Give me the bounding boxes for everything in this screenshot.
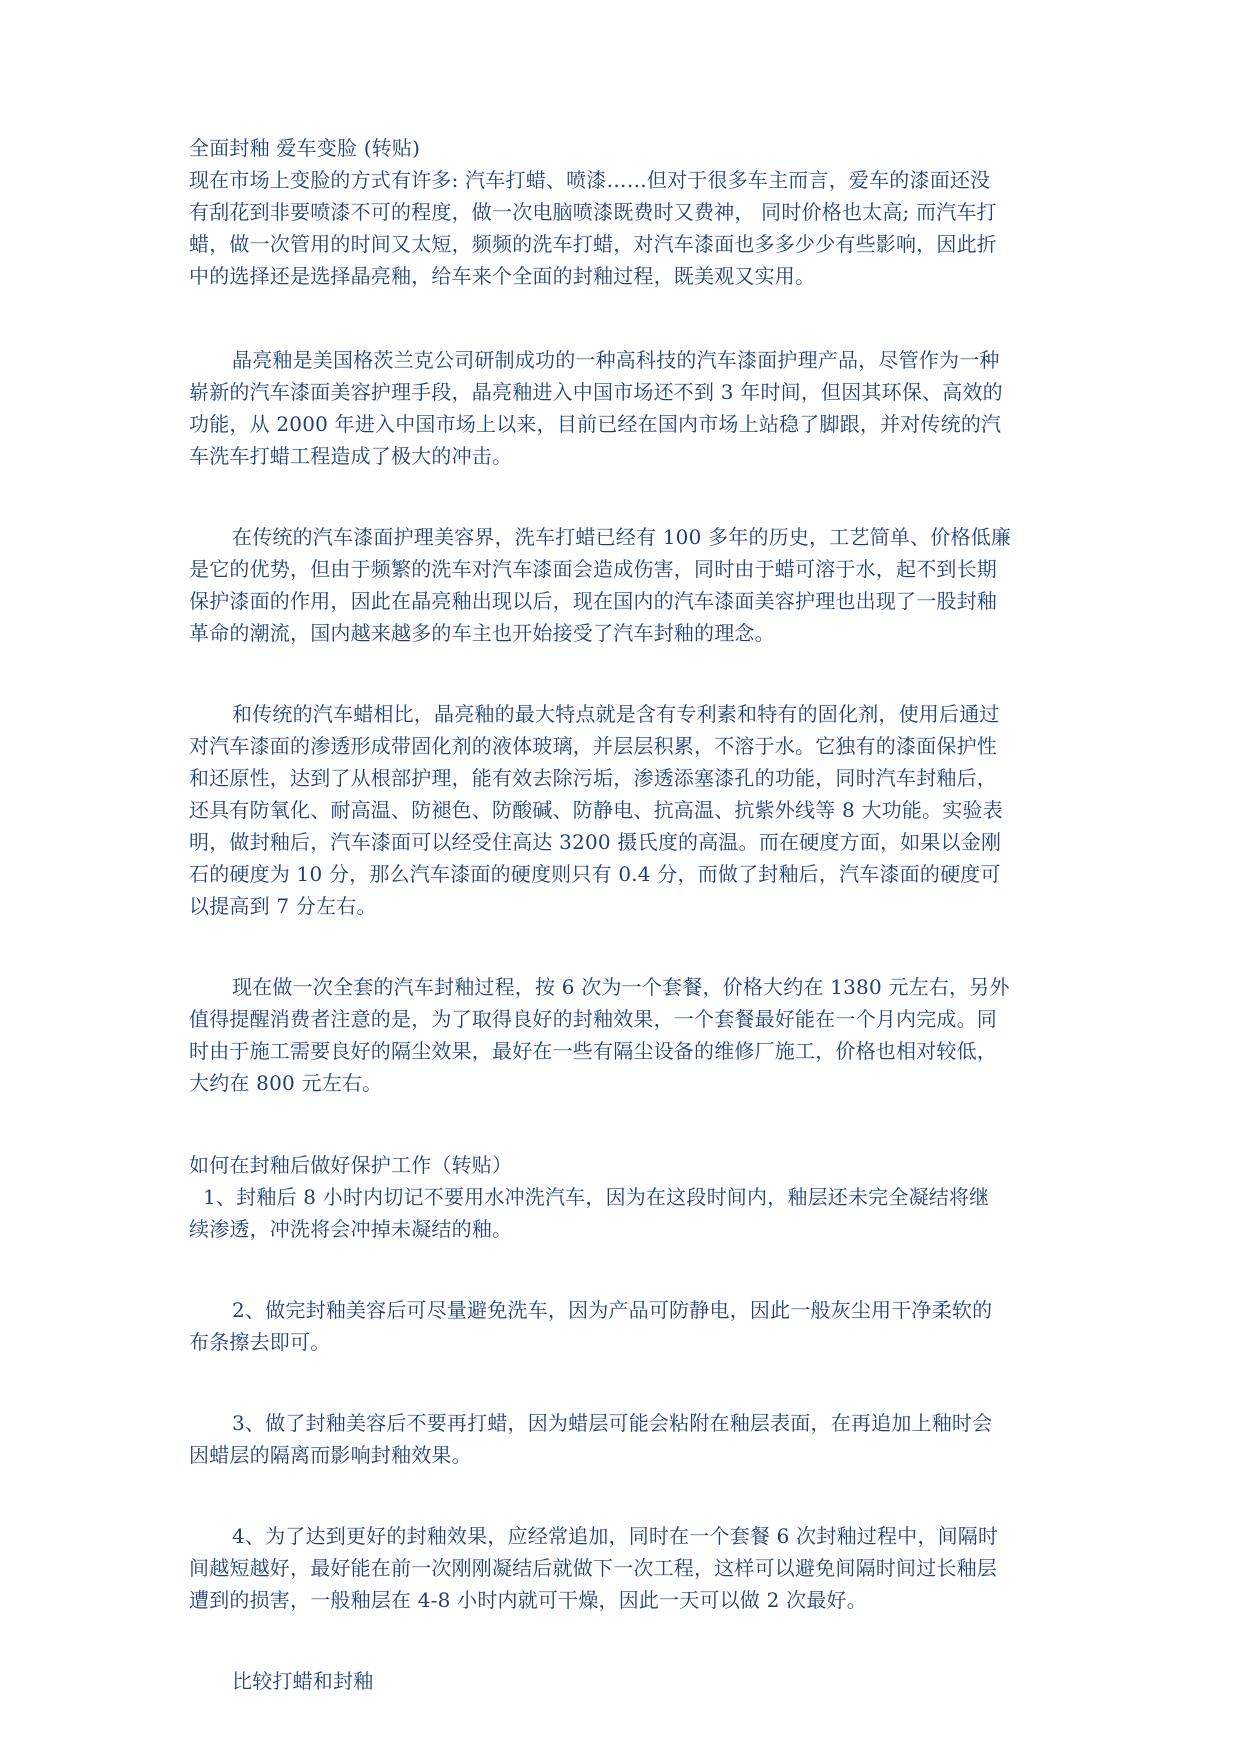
list-item-line: 布条擦去即可。 [189,1330,331,1354]
paragraph-line: 蜡，做一次管用的时间又太短，频频的洗车打蜡，对汽车漆面也多多少少有些影响，因此折 [189,232,997,256]
paragraph-line: 对汽车漆面的渗透形成带固化剂的液体玻璃，并层层积累，不溶于水。它独有的漆面保护性 [189,734,997,758]
paragraph-line: 和还原性，达到了从根部护理，能有效去除污垢，渗透添塞漆孔的功能，同时汽车封釉后， [189,766,997,790]
paragraph-line: 晶亮釉是美国格茨兰克公司研制成功的一种高科技的汽车漆面护理产品，尽管作为一种 [232,348,1000,372]
paragraph-line: 车洗车打蜡工程造成了极大的冲击。 [189,444,513,468]
list-item-line: 3、做了封釉美容后不要再打蜡，因为蜡层可能会粘附在釉层表面，在再追加上釉时会 [232,1411,993,1435]
paragraph-line: 在传统的汽车漆面护理美容界，洗车打蜡已经有 100 多年的历史，工艺简单、价格低廉 [232,525,1012,549]
paragraph-line: 和传统的汽车蜡相比，晶亮釉的最大特点就是含有专利素和特有的固化剂，使用后通过 [232,702,1000,726]
section-title: 比较打蜡和封釉 [232,1669,374,1693]
section-title: 如何在封釉后做好保护工作（转贴） [189,1153,513,1177]
paragraph-line: 是它的优势，但由于频繁的洗车对汽车漆面会造成伤害，同时由于蜡可溶于水，起不到长期 [189,557,997,581]
list-item-line: 遭到的损害，一般釉层在 4-8 小时内就可干燥，因此一天可以做 2 次最好。 [189,1588,867,1612]
list-item-line: 4、为了达到更好的封釉效果，应经常追加，同时在一个套餐 6 次封釉过程中，间隔时 [232,1524,999,1548]
list-item-line: 间越短越好，最好能在前一次刚刚凝结后就做下一次工程，这样可以避免间隔时间过长釉层 [189,1556,997,1580]
paragraph-line: 明，做封釉后，汽车漆面可以经受住高达 3200 摄氏度的高温。而在硬度方面，如果以金刚 [189,830,1002,854]
paragraph-line: 石的硬度为 10 分，那么汽车漆面的硬度则只有 0.4 分，而做了封釉后，汽车漆面的硬度可 [189,862,1001,886]
list-item-line: 因蜡层的隔离而影响封釉效果。 [189,1443,472,1467]
paragraph-line: 时由于施工需要良好的隔尘效果，最好在一些有隔尘设备的维修厂施工，价格也相对较低， [189,1039,997,1063]
list-item-line: 2、做完封釉美容后可尽量避免洗车，因为产品可防静电，因此一般灰尘用干净柔软的 [232,1298,993,1322]
paragraph-line: 还具有防氧化、耐高温、防褪色、防酸碱、防静电、抗高温、抗紫外线等 8 大功能。实验表 [189,798,1003,822]
paragraph-line: 中的选择还是选择晶亮釉，给车来个全面的封釉过程，既美观又实用。 [189,264,816,288]
paragraph-line: 以提高到 7 分左右。 [189,894,377,918]
paragraph-line: 保护漆面的作用，因此在晶亮釉出现以后，现在国内的汽车漆面美容护理也出现了一股封釉 [189,589,997,613]
paragraph-line: 值得提醒消费者注意的是，为了取得良好的封釉效果，一个套餐最好能在一个月内完成。同 [189,1007,997,1031]
paragraph-line: 现在做一次全套的汽车封釉过程，按 6 次为一个套餐，价格大约在 1380 元左右，另外 [232,975,1010,999]
paragraph-line: 革命的潮流，国内越来越多的车主也开始接受了汽车封釉的理念。 [189,621,775,645]
paragraph-line: 崭新的汽车漆面美容护理手段，晶亮釉进入中国市场还不到 3 年时间，但因其环保、高效的 [189,380,1003,404]
paragraph-line: 功能，从 2000 年进入中国市场上以来，目前已经在国内市场上站稳了脚跟，并对传统的汽 [189,412,1002,436]
list-item-line: 1、封釉后 8 小时内切记不要用水冲洗汽车，因为在这段时间内，釉层还未完全凝结将继 [203,1185,990,1209]
paragraph-line: 现在市场上变脸的方式有许多: 汽车打蜡、喷漆……但对于很多车主而言，爱车的漆面还没 [189,168,991,192]
paragraph-line: 有刮花到非要喷漆不可的程度，做一次电脑喷漆既费时又费神， 同时价格也太高; 而汽车打 [189,200,997,224]
paragraph-line: 大约在 800 元左右。 [189,1071,383,1095]
article-title: 全面封釉 爱车变脸 (转贴) [189,136,421,160]
list-item-line: 续渗透，冲洗将会冲掉未凝结的釉。 [189,1217,513,1241]
